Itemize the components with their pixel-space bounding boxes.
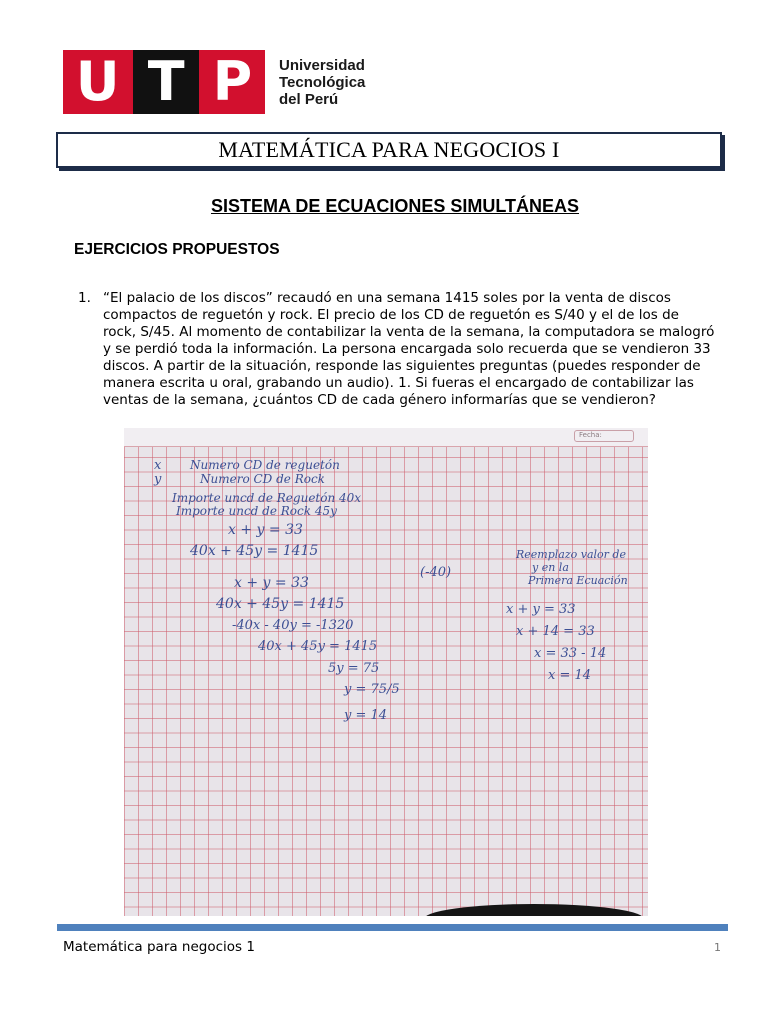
logo-letter-p: P — [212, 50, 253, 113]
hw-price-y: Importe uncd de Rock 45y — [176, 504, 337, 518]
exercise-text: “El palacio de los discos” recaudó en una semana 1415 soles por la venta de discos compactos de reguetón y rock. El precio de los CD de reguetón es S/40 y el de los de rock, S/45. Al momento de contabilizar la venta de la semana, la computadora se malogró y se perdió toda la información. La persona encargada solo recuerda que se vendieron 33 discos. A partir de la situación, responde las siguientes preguntas (puedes responder de manera escrita u oral, grabando un audio). 1. Si fueras el encargado de contabilizar las ventas de la semana, ¿cuántos CD de cada género informarías que se vendieron? — [103, 290, 715, 408]
hw-eq-4: 40x + 45y = 1415 — [216, 596, 345, 612]
logo-letter-u: U — [75, 50, 120, 113]
hw-right-4: x = 14 — [548, 668, 592, 683]
fecha-box: Fecha: — [574, 430, 634, 442]
hw-eq-5: -40x - 40y = -1320 — [232, 618, 354, 633]
notebook-header-strip — [124, 428, 648, 447]
hw-eq-6: 40x + 45y = 1415 — [258, 639, 378, 654]
university-name-line-1: Universidad — [279, 56, 365, 74]
university-name-line-2: Tecnológica — [279, 73, 366, 91]
hw-right-2: x + 14 = 33 — [516, 624, 595, 639]
hw-right-note-3: Primera Ecuación — [528, 574, 628, 587]
hw-right-note-1: Reemplazo valor de — [516, 548, 626, 561]
hw-var-y: y — [154, 472, 162, 487]
footer-text: Matemática para negocios 1 — [63, 939, 255, 955]
utp-logo-mark — [63, 50, 265, 114]
hw-right-1: x + y = 33 — [506, 602, 576, 617]
hw-eq-9: y = 14 — [344, 708, 388, 723]
utp-logo — [63, 50, 365, 114]
hw-right-3: x = 33 - 14 — [534, 646, 607, 661]
hw-multiplier: (-40) — [420, 565, 452, 580]
section-heading: EJERCICIOS PROPUESTOS — [74, 241, 280, 258]
university-name-line-3: del Perú — [279, 90, 339, 108]
footer-bar — [57, 924, 728, 931]
hw-eq-1: x + y = 33 — [228, 522, 303, 538]
exercise-item — [78, 290, 718, 409]
hw-def-y: Numero CD de Rock — [200, 472, 325, 486]
page-number: 1 — [714, 941, 721, 954]
university-name — [279, 57, 365, 108]
hw-right-note-2: y en la — [532, 561, 569, 574]
exercise-number: 1. — [78, 290, 91, 306]
hw-eq-3: x + y = 33 — [234, 575, 309, 591]
course-title: MATEMÁTICA PARA NEGOCIOS I — [56, 132, 722, 168]
hw-eq-2: 40x + 45y = 1415 — [190, 543, 319, 559]
photo-shadow — [424, 904, 644, 916]
logo-letter-t: T — [133, 50, 199, 114]
hw-def-x: Numero CD de reguetón — [190, 458, 340, 472]
hw-var-x: x — [154, 458, 162, 473]
topic-title: SISTEMA DE ECUACIONES SIMULTÁNEAS — [210, 196, 580, 216]
handwritten-solution-photo — [124, 428, 648, 916]
hw-eq-8: y = 75/5 — [344, 682, 400, 697]
hw-eq-7: 5y = 75 — [328, 661, 380, 676]
hw-price-x: Importe uncd de Reguetón 40x — [172, 491, 362, 505]
